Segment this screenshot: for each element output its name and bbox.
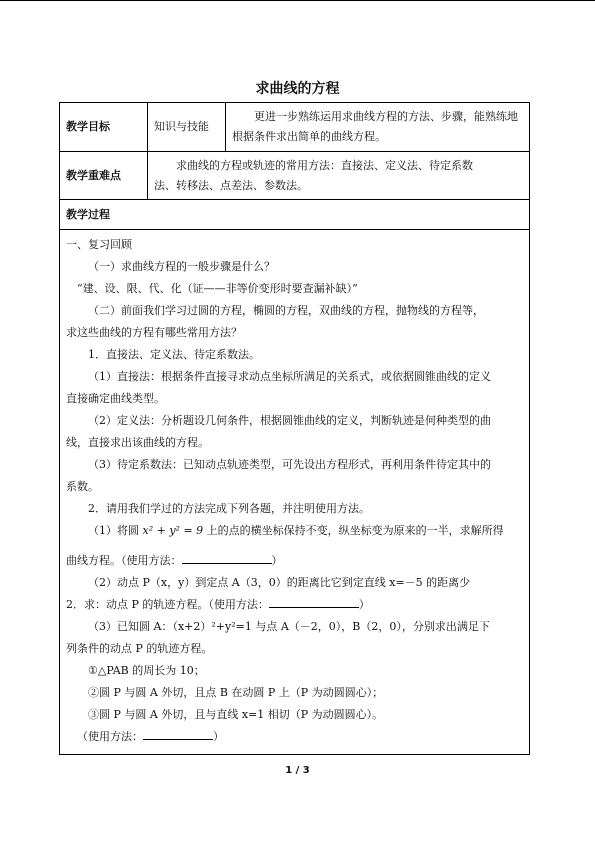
page-top-rule	[0, 0, 595, 1]
key-difficulties-line: 法、转移法、点差法、参数法。	[154, 178, 308, 192]
text-line: （3）待定系数法：已知动点轨迹类型，可先设出方程形式，再利用条件待定其中的	[88, 458, 491, 471]
row-teaching-goals	[60, 103, 530, 152]
text-line: （二）前面我们学习过圆的方程，椭圆的方程，双曲线的方程，抛物线的方程等，	[88, 304, 484, 317]
text-span: ）	[358, 598, 370, 611]
text-line: （2）定义法：分析题设几何条件，根据圆锥曲线的定义，判断轨迹是何种类型的曲	[88, 414, 491, 427]
text-span: 上的点的横坐标保持不变，纵坐标变为原来的一半，求解所得	[203, 524, 504, 537]
text-line: （1）直接法：根据条件直接寻求动点坐标所满足的关系式，或依据圆锥曲线的定义	[88, 370, 491, 383]
page-title: 求曲线的方程	[255, 81, 340, 97]
section-heading: 一、复习回顾	[66, 238, 132, 251]
text-line: ②圆 P 与圆 A 外切，且点 B 在动圆 P 上（P 为动圆圆心）；	[88, 686, 384, 699]
text-line: 1．直接法、定义法、待定系数法。	[88, 348, 260, 361]
text-line: 求这些曲线的方程有哪些常用方法？	[66, 326, 242, 339]
label-teaching-goals: 教学目标	[60, 103, 148, 152]
text-span: （使用方法：	[77, 730, 143, 743]
text-span: 2．求：动点 P 的轨迹方程。（使用方法：	[66, 598, 269, 611]
text-line: 线，直接求出该曲线的方程。	[66, 436, 209, 449]
text-line: 列条件的动点 P 的轨迹方程。	[66, 642, 213, 655]
key-difficulties-text	[148, 152, 530, 200]
text-line	[66, 520, 523, 542]
text-line: 2．请用我们学过的方法完成下列各题，并注明使用方法。	[88, 502, 370, 515]
text-line: “建、设、限、代、化（证——非等价变形时要查漏补缺）”	[77, 282, 358, 295]
text-span: ）	[213, 730, 224, 743]
key-difficulties-line: 求曲线的方程或轨迹的常用方法：直接法、定义法、待定系数	[176, 158, 473, 172]
lesson-plan-table	[59, 102, 530, 755]
text-line: ①△PAB 的周长为 10；	[88, 664, 205, 677]
row-teaching-process-header	[60, 200, 530, 230]
row-teaching-process-body	[60, 230, 530, 755]
text-span: 曲线方程。（使用方法：	[66, 554, 182, 567]
text-line: ③圆 P 与圆 A 外切，且与直线 x=1 相切（P 为动圆圆心）。	[88, 708, 384, 721]
teaching-process-content	[60, 230, 530, 755]
label-key-difficulties: 教学重难点	[60, 152, 148, 200]
page-number: 1 / 3	[285, 765, 310, 776]
label-knowledge-skills: 知识与技能	[148, 103, 226, 152]
math-expression: x² + y² = 9	[142, 524, 204, 537]
text-line: 直接确定曲线类型。	[66, 392, 165, 405]
text-line	[66, 726, 523, 748]
teaching-goals-text: 更进一步熟练运用求曲线方程的方法、步骤，能熟练地根据条件求出简单的曲线方程。	[226, 103, 530, 152]
answer-blank[interactable]	[182, 551, 272, 564]
text-line	[66, 594, 523, 616]
label-teaching-process: 教学过程	[60, 200, 530, 230]
answer-blank[interactable]	[269, 595, 359, 608]
spacer	[66, 542, 523, 550]
text-line: （3）已知圆 A：（x+2）²+y²=1 与点 A（－2，0），B（2，0），分别求出满足下	[88, 620, 490, 633]
text-line: （2）动点 P（x，y）到定点 A（3，0）的距离比它到定直线 x=－5 的距离少	[88, 576, 471, 589]
text-span: ）	[271, 554, 283, 567]
text-line	[66, 550, 523, 572]
text-span: （1）将圆	[88, 524, 143, 537]
text-line: 系数。	[66, 480, 99, 493]
row-key-difficulties	[60, 152, 530, 200]
answer-blank[interactable]	[143, 727, 213, 740]
text-line: （一）求曲线方程的一般步骤是什么？	[88, 260, 275, 273]
